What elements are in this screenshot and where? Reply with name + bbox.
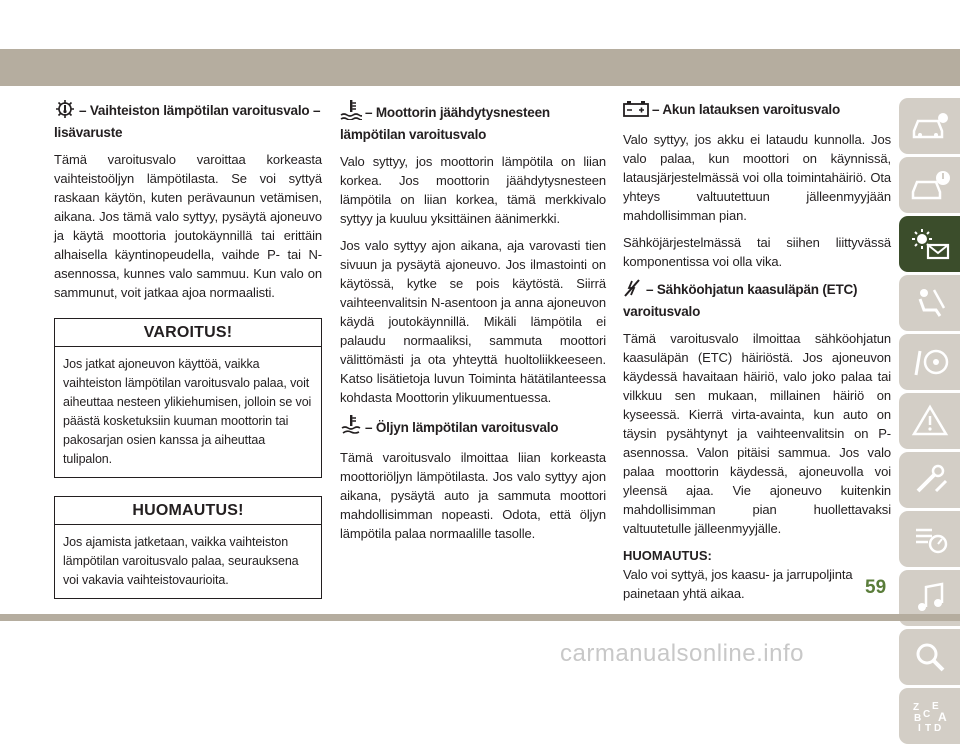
index-letter: E bbox=[931, 701, 939, 712]
tab-index[interactable] bbox=[899, 688, 960, 744]
note-text: Valo voi syttyä, jos kaasu- ja jarrupoljinta painetaan yhtä aikaa. bbox=[623, 567, 853, 601]
heading-text: – Sähköohjatun kaasuläpän (ETC) varoitusvalo bbox=[623, 282, 858, 319]
steering-wheel-icon bbox=[910, 345, 950, 379]
header-band bbox=[0, 49, 960, 86]
index-letter: I bbox=[917, 723, 921, 733]
battery-icon bbox=[623, 101, 649, 122]
caution-text: Jos ajamista jatketaan, vaikka vaihteiston lämpötilan varoitusvalo palaa, seurauksena voi vakavia vaihteistovaurioita. bbox=[63, 535, 299, 587]
caution-box bbox=[54, 496, 322, 599]
search-magnifier-icon bbox=[910, 640, 950, 674]
watermark: carmanualsonline.info bbox=[560, 640, 804, 667]
index-letter: C bbox=[922, 709, 930, 720]
paragraph: Valo syttyy, jos moottorin lämpötila on liian korkea. Jos moottorin jäähdytysnesteen lämpötila on liian korkea, tämä merkkivalo syttyy ja kuuluu yksittäinen äänimerkki. bbox=[340, 154, 606, 226]
index-letter: B bbox=[913, 713, 921, 724]
index-letter: D bbox=[933, 723, 941, 733]
column-right bbox=[623, 100, 891, 611]
roadside-warning-icon bbox=[910, 404, 950, 438]
section-heading-battery-charge bbox=[623, 100, 891, 122]
index-letter: T bbox=[924, 723, 931, 733]
heading-text: – Vaihteiston lämpötilan varoitusvalo – lisävaruste bbox=[54, 103, 321, 140]
index-letter: A bbox=[937, 710, 947, 724]
section-heading-oil-temp bbox=[340, 415, 606, 440]
tab-indicator-lights[interactable] bbox=[899, 216, 960, 272]
tab-search[interactable] bbox=[899, 629, 960, 685]
tab-car-info[interactable] bbox=[899, 98, 960, 154]
tab-airbag-seat[interactable] bbox=[899, 275, 960, 331]
section-heading-etc bbox=[623, 279, 891, 321]
tab-maintenance[interactable] bbox=[899, 452, 960, 508]
paragraph: Tämä varoitusvalo ilmoittaa sähköohjatun kaasuläpän (ETC) häiriöstä. Jos ajoneuvon käydessä havaitaan häiriö, valo joko palaa tai vilkkuu sen mukaan, millainen häiriö on kyseessä. Kierrä virta-avainta, kun auto on täysin pysähtynyt ja vaihteenvalitsin on P-asennossa. Valon pitäisi sammua. Jos valo palaa moottorin käydessä, ajoneuvolla voi yleensä ajaa. Vie ajoneuvo kuitenkin mahdollisimman pian huollettavaksi valtuutetulle jälleenmyyjälle. bbox=[623, 331, 891, 536]
index-letter: Z bbox=[912, 702, 919, 713]
tab-data[interactable] bbox=[899, 511, 960, 567]
indicator-lights-icon bbox=[910, 227, 950, 261]
warning-text: Jos jatkat ajoneuvon käyttöä, vaikka vaihteiston lämpötilan varoitusvalo palaa, voit aiheuttaa nesteen ylikiehumisen, jolloin se voi päästä kosketuksiin kuuman moottorin tai pakosarjan osien kanssa ja aiheuttaa tulipalon. bbox=[63, 357, 312, 466]
warning-title: VAROITUS! bbox=[55, 319, 321, 347]
paragraph: Tämä varoitusvalo varoittaa korkeasta vaihteistoöljyn lämpötilasta. Se voi syttyä raskaan käytön, kuten perävaunun vetämisen, aikana. Jos tämä valo syttyy, pysäytä ajoneuvo ja käytä moottoria joutokäynnillä tai erittäin alhaisella käyntinopeudella, vaihde P- tai N-asennossa, kunnes valo sammuu. Kun valo on sammunut, voit jatkaa ajoa normaalisti. bbox=[54, 152, 322, 300]
section-heading-transmission-temp bbox=[54, 100, 322, 142]
warning-box bbox=[54, 318, 322, 478]
paragraph: Sähköjärjestelmässä tai siihen liittyvässä komponentissa voi olla vika. bbox=[623, 235, 891, 269]
heading-text: – Akun latauksen varoitusvalo bbox=[652, 102, 841, 117]
airbag-seat-icon bbox=[910, 286, 950, 320]
page-number: 59 bbox=[865, 577, 887, 598]
column-left bbox=[54, 100, 322, 599]
transmission-temperature-icon bbox=[54, 100, 76, 123]
etc-lightning-icon bbox=[623, 279, 643, 302]
section-heading-coolant-temp bbox=[340, 100, 606, 144]
paragraph: Valo syttyy, jos akku ei lataudu kunnolla. Jos valo palaa, kun moottori on käynnissä, latausjärjestelmässä voi olla toimintahäiriö. Ota yhteys valtuutettuun jälleenmyyjään mahdollisimman pian. bbox=[623, 132, 891, 223]
paragraph: Tämä varoitusvalo ilmoittaa liian korkeasta moottoriöljyn lämpötilasta. Jos valo syttyy ajon aikana, pysäytä auto ja sammuta moottori mahdollisimman nopeasti. Odota, että öljyn lämpötila palaa normaalille tasolle. bbox=[340, 450, 606, 541]
data-gauge-icon bbox=[910, 522, 950, 556]
tab-roadside[interactable] bbox=[899, 393, 960, 449]
maintenance-wrench-icon bbox=[910, 463, 950, 497]
chapter-tabs bbox=[899, 98, 960, 747]
heading-text: – Öljyn lämpötilan varoitusvalo bbox=[365, 420, 559, 435]
car-info-icon bbox=[910, 109, 950, 143]
tab-steering[interactable] bbox=[899, 334, 960, 390]
multimedia-music-icon bbox=[910, 581, 950, 615]
paragraph: Jos valo syttyy ajon aikana, aja varovasti tien sivuun ja pysäytä ajoneuvo. Jos ilmastointi on käytössä, kytke se pois käytöstä. Siirrä vaihteenvalitsin N-asentoon ja anna ajoneuvon käydä joutokäynnillä. Mikäli lämpötila ei palaudu normaaliksi, sammuta moottori välittömästi ja ota yhteyttä huoltoliikkeeseen. Katso lisätietoja luvun Toiminta hätätilanteessa kohdasta Moottorin ylikuumentuessa. bbox=[340, 238, 606, 405]
column-middle bbox=[340, 100, 606, 551]
caution-title: HUOMAUTUS! bbox=[55, 497, 321, 525]
oil-temperature-icon bbox=[340, 415, 362, 440]
footer-band bbox=[0, 614, 960, 621]
note-title: HUOMAUTUS: bbox=[623, 548, 712, 563]
coolant-temperature-icon bbox=[340, 100, 362, 125]
tab-car-warning[interactable] bbox=[899, 157, 960, 213]
car-warning-icon bbox=[910, 168, 950, 202]
index-letters-icon bbox=[910, 699, 950, 733]
heading-text: – Moottorin jäähdytysnesteen lämpötilan varoitusvalo bbox=[340, 105, 550, 142]
